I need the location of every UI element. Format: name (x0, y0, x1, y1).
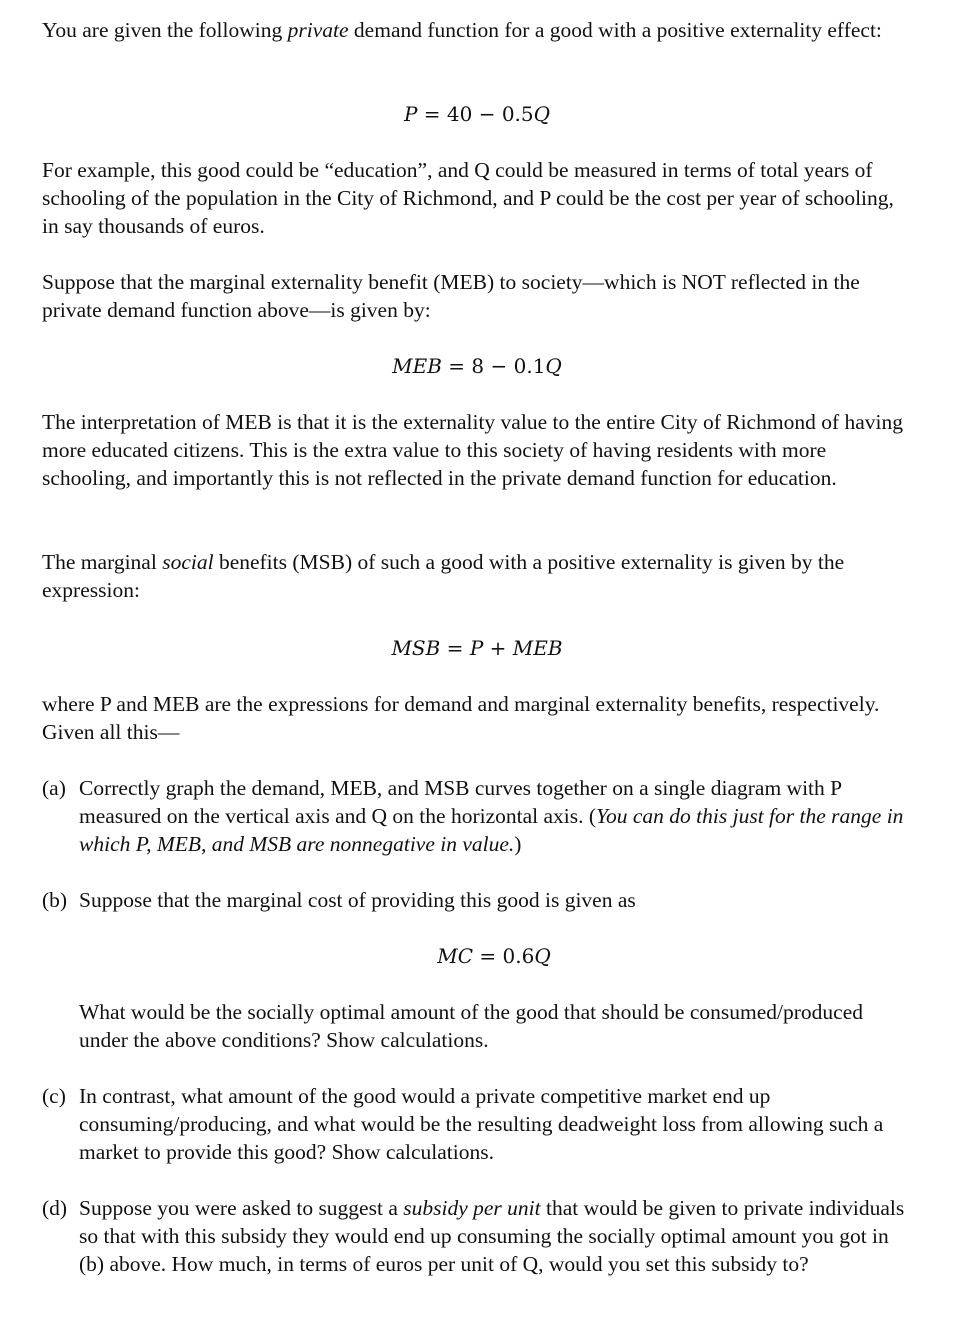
demand-equation: P = 40 − 0.5Q (403, 102, 551, 126)
question-d: (d) Suppose you were asked to suggest a subsidy per unit that would be given to private individuals so that with this subsidy they would end up consuming the socially optimal amount you got in (b) above. How much, in terms of euros per unit of Q, would you set this subsidy to? (42, 1196, 905, 1276)
question-c-label: (c) (42, 1084, 66, 1108)
interpretation-paragraph: The interpretation of MEB is that it is the externality value to the entire City of Richmond of having more educated citizens. This is the extra value to this society of having residents with more schooling, and importantly this is not reflected in the private demand function for education. (42, 410, 903, 490)
meb-paragraph: Suppose that the marginal externality benefit (MEB) to society—which is NOT reflected in the private demand function above—is given by: (42, 270, 860, 322)
question-b-followup: What would be the socially optimal amount of the good that should be consumed/produced under the above conditions? Show calculations. (79, 1000, 863, 1052)
question-a-label: (a) (42, 776, 66, 800)
example-paragraph: For example, this good could be “education”, and Q could be measured in terms of total years of schooling of the population in the City of Richmond, and P could be the cost per year of schooling, in say thousands of euros. (42, 158, 894, 238)
question-d-label: (d) (42, 1196, 68, 1220)
where-paragraph: where P and MEB are the expressions for demand and marginal externality benefits, respectively. Given all this— (42, 692, 880, 744)
question-b-label: (b) (42, 888, 68, 912)
intro-paragraph: You are given the following private demand function for a good with a positive externality effect: (42, 18, 882, 42)
mc-equation: MC = 0.6Q (437, 944, 551, 968)
meb-equation: MEB = 8 − 0.1Q (392, 354, 562, 378)
question-b: (b) Suppose that the marginal cost of providing this good is given as (42, 888, 636, 912)
question-c: (c) In contrast, what amount of the good would a private competitive market end up consuming/producing, and what would be the resulting deadweight loss from allowing such a market to provide this good? Show calculations. (42, 1084, 884, 1164)
question-a: (a) Correctly graph the demand, MEB, and MSB curves together on a single diagram with P measured on the vertical axis and Q on the horizontal axis. (You can do this just for the range in which P, MEB, and MSB are nonnegative in value.) (42, 776, 904, 856)
msb-equation: MSB = P + MEB (391, 636, 563, 660)
msb-paragraph: The marginal social benefits (MSB) of such a good with a positive externality is given by the expression: (42, 550, 845, 602)
